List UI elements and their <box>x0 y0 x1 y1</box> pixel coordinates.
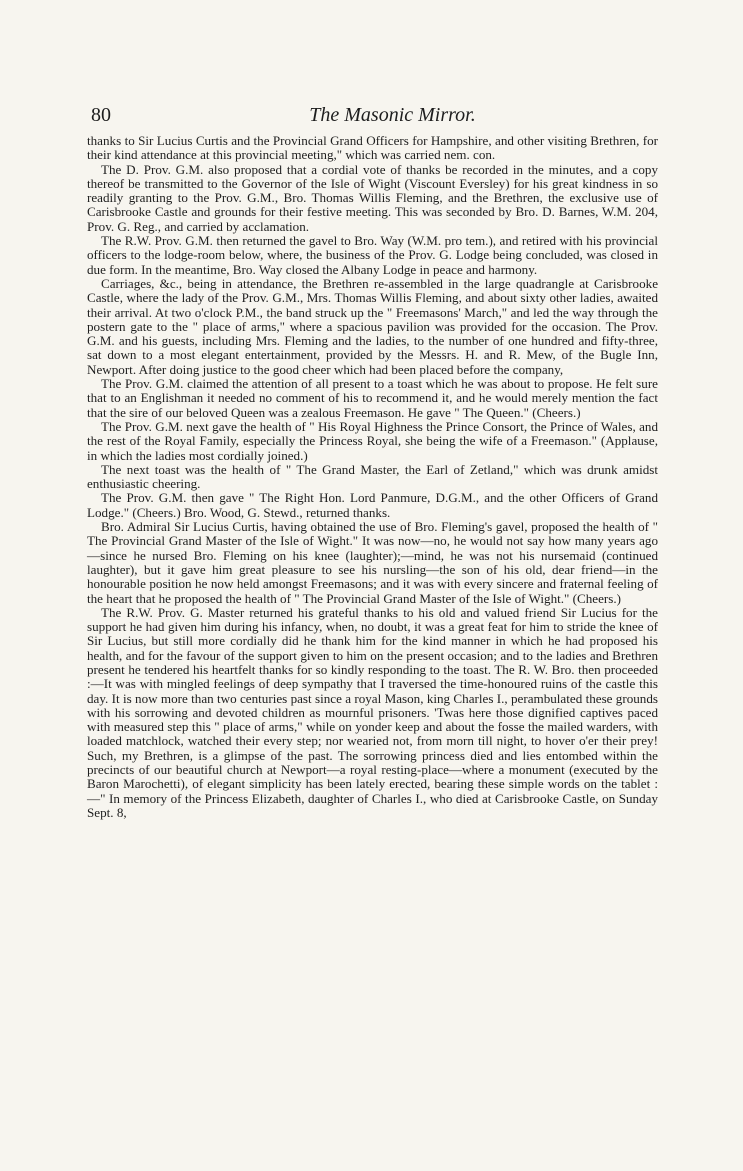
article-body <box>87 134 658 820</box>
paragraph: The Prov. G.M. then gave " The Right Hon. Lord Panmure, D.G.M., and the other Officers of Grand Lodge." (Cheers.) Bro. Wood, G. Stewd., returned thanks. <box>87 490 658 520</box>
paragraph: The R.W. Prov. G. Master returned his grateful thanks to his old and valued friend Sir Lucius for the support he had given him during his infancy, when, no doubt, it was a great feat for him to stride the knee of Sir Lucius, but still more cordially did he thank him for the kind manner in which he had proposed his health, and for the favour of the support given to him on the present occasion; and to the ladies and Brethren present he tendered his heartfelt thanks for so kindly responding to the toast. The R. W. Bro. then proceeded :—It was with mingled feelings of deep sympathy that I traversed the time-honoured ruins of the castle this day. It is now more than two centuries past since a royal Mason, king Charles I., perambulated these grounds with his sorrowing and devoted children as mournful prisoners. 'Twas here those dignified captives paced with measured step this " place of arms," while on yonder keep and about the fosse the mailed warders, with loaded matchlock, watched their every step; nor wearied not, from morn till night, to hover o'er their prey! Such, my Brethren, is a glimpse of the past. The sorrowing princess died and lies entombed within the precincts of our beautiful church at Newport—a royal resting-place—where a monument (executed by the Baron Marochetti), of elegant simplicity has been lately erected, bearing these simple words on the tablet :—" In memory of the Princess Elizabeth, daughter of Charles I., who died at Carisbrooke Castle, on Sunday Sept. 8, <box>87 604 658 820</box>
paragraph: Carriages, &c., being in attendance, the Brethren re-assembled in the large quadrangle at Carisbrooke Castle, where the lady of the Prov. G.M., Mrs. Thomas Willis Fleming, and about sixty other ladies, awaited their arrival. At two o'clock P.M., the band struck up the " Freemasons' March," and led the way through the postern gate to the " place of arms," where a spacious pavilion was provided for the occasion. The Prov. G.M. and his guests, including Mrs. Fleming and the ladies, to the number of one hundred and fifty-three, sat down to a most elegant entertainment, provided by the Messrs. H. and R. Mew, of the Bugle Inn, Newport. After doing justice to the good cheer which had been placed before the company, <box>87 275 658 377</box>
page-header <box>87 104 658 130</box>
paragraph: The next toast was the health of " The Grand Master, the Earl of Zetland," which was drunk amidst enthusiastic cheering. <box>87 461 658 492</box>
page-number: 80 <box>91 104 111 126</box>
paragraph: The Prov. G.M. claimed the attention of all present to a toast which he was about to propose. He felt sure that to an Englishman it needed no comment of his to recommend it, and he would merely mention the fact that the sire of our beloved Queen was a zealous Freemason. He gave " The Queen." (Cheers.) <box>87 376 658 420</box>
paragraph: thanks to Sir Lucius Curtis and the Provincial Grand Officers for Hampshire, and other visiting Brethren, for their kind attendance at this provincial meeting," which was carried nem. con. <box>87 133 658 163</box>
paragraph: The D. Prov. G.M. also proposed that a cordial vote of thanks be recorded in the minutes, and a copy thereof be transmitted to the Governor of the Isle of Wight (Viscount Eversley) for his great kindness in so readily granting to the Prov. G.M., Bro. Thomas Willis Fleming, and the Brethren, the exclusive use of Carisbrooke Castle and grounds for their festive meeting. This was seconded by Bro. D. Barnes, W.M. 204, Prov. G. Reg., and carried by acclamation. <box>87 161 658 234</box>
paragraph: The R.W. Prov. G.M. then returned the gavel to Bro. Way (W.M. pro tem.), and retired with his provincial officers to the lodge-room below, where, the business of the Prov. G. Lodge being concluded, was closed in due form. In the meantime, Bro. Way closed the Albany Lodge in peace and harmony. <box>87 233 658 277</box>
running-title: The Masonic Mirror. <box>309 104 476 126</box>
paragraph: The Prov. G.M. next gave the health of " His Royal Highness the Prince Consort, the Prince of Wales, and the rest of the Royal Family, especially the Princess Royal, she being the wife of a Freemason." (Applause, in which the ladies most cordially joined.) <box>87 418 658 463</box>
paragraph: Bro. Admiral Sir Lucius Curtis, having obtained the use of Bro. Fleming's gavel, proposed the health of " The Provincial Grand Master of the Isle of Wight." It was now—no, he would not say how many years ago—since he nursed Bro. Fleming on his knee (laughter);—mind, he was not his nursemaid (continued laughter), but it gave him great pleasure to see his nursling—the son of his old, dear friend—in the honourable position he now held amongst Freemasons; and it was with every sincere and fraternal feeling of the heart that he proposed the health of " The Provincial Grand Master of the Isle of Wight." (Cheers.) <box>87 519 658 606</box>
